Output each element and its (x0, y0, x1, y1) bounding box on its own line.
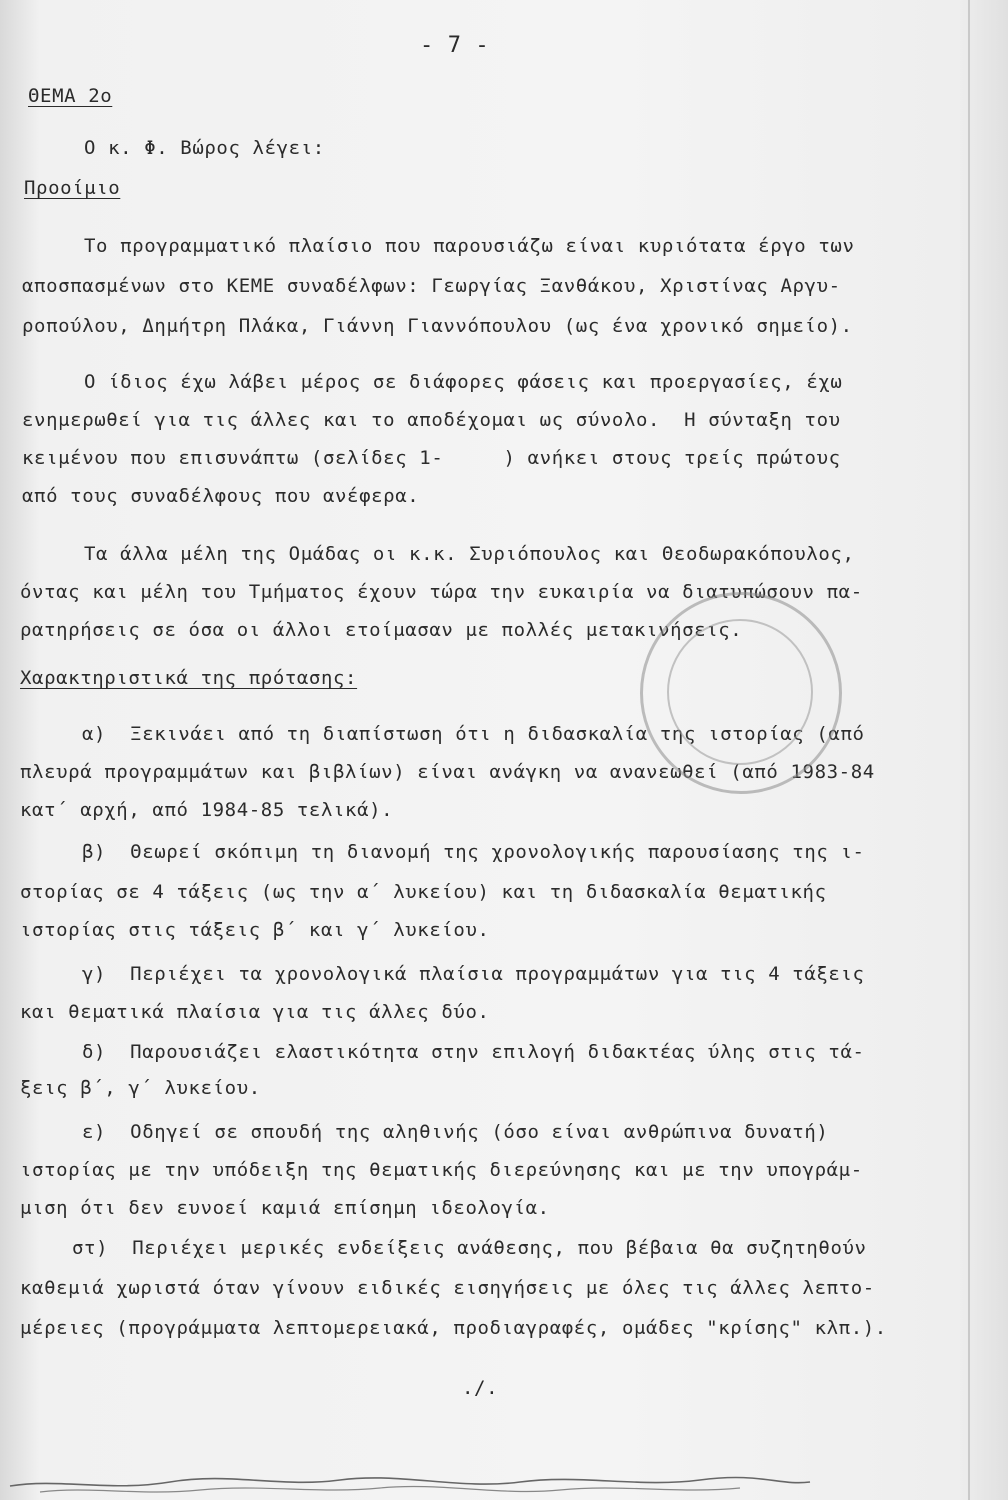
section-features-heading: Χαρακτηριστικά της πρότασης: (20, 667, 358, 689)
para3-line-1: Τα άλλα μέλη της Ομάδας οι κ.κ. Συριόπουλος και Θεοδωρακόπουλος, (84, 543, 855, 565)
item-a-line-1: α) Ξεκινάει από τη διαπίστωση ότι η διδασκαλία της ιστορίας (από (82, 723, 865, 745)
item-b-line-1: β) Θεωρεί σκόπιμη τη διανομή της χρονολογικής παρουσίασης της ι- (82, 841, 865, 863)
item-st-line-2: καθεμιά χωριστά όταν γίνουν ειδικές εισηγήσεις με όλες τις άλλες λεπτο- (20, 1277, 875, 1299)
item-a-line-3: κατ΄ αρχή, από 1984-85 τελικά). (20, 799, 394, 821)
item-a-line-2: πλευρά προγραμμάτων και βιβλίων) είναι ανάγκη να ανανεωθεί (από 1983-84 (20, 761, 875, 783)
item-c-line-1: γ) Περιέχει τα χρονολογικά πλαίσια προγραμμάτων για τις 4 τάξεις (82, 963, 865, 985)
topic-heading: ΘΕΜΑ 2ο (28, 85, 113, 107)
continuation-mark: ./. (462, 1377, 499, 1399)
item-d-line-1: δ) Παρουσιάζει ελαστικότητα στην επιλογή διδακτέας ύλης στις τά- (82, 1041, 865, 1063)
page-edge (968, 0, 970, 1500)
para3-line-2: όντας και μέλη του Τμήματος έχουν τώρα την ευκαιρία να διατυπώσουν πα- (20, 581, 863, 603)
section-intro-heading: Προοίμιο (24, 177, 121, 199)
item-d-line-2: ξεις β΄, γ΄ λυκείου. (20, 1077, 261, 1099)
para1-line-3: ροπούλου, Δημήτρη Πλάκα, Γιάννη Γιαννόπουλου (ως ένα χρονικό σημείο). (22, 315, 853, 337)
para2-line-2: ενημερωθεί για τις άλλες και το αποδέχομαι ως σύνολο. Η σύνταξη του (22, 409, 841, 431)
para1-line-1: Το προγραμματικό πλαίσιο που παρουσιάζω είναι κυριότατα έργο των (84, 235, 855, 257)
item-st-line-1: στ) Περιέχει μερικές ενδείξεις ανάθεσης, που βέβαια θα συζητηθούν (72, 1237, 867, 1259)
item-c-line-2: και θεματικά πλαίσια για τις άλλες δύο. (20, 1001, 490, 1023)
item-b-line-2: στορίας σε 4 τάξεις (ως την α΄ λυκείου) και τη διδασκαλία θεματικής (20, 881, 827, 903)
page-number: - 7 - (420, 33, 490, 58)
para2-line-1: Ο ίδιος έχω λάβει μέρος σε διάφορες φάσεις και προεργασίες, έχω (84, 371, 843, 393)
item-st-line-3: μέρειες (προγράμματα λεπτομερειακά, προδιαγραφές, ομάδες "κρίσης" κλπ.). (20, 1317, 887, 1339)
item-e-line-3: μιση ότι δεν ευνοεί καμιά επίσημη ιδεολογία. (20, 1197, 550, 1219)
official-stamp (640, 592, 842, 794)
para2-line-3: κειμένου που επισυνάπτω (σελίδες 1- ) ανήκει στους τρείς πρώτους (22, 447, 841, 469)
speaker-line: Ο κ. Φ. Βώρος λέγει: (84, 137, 325, 159)
para1-line-2: αποσπασμένων στο ΚΕΜΕ συναδέλφων: Γεωργίας Ξανθάκου, Χριστίνας Αργυ- (22, 275, 841, 297)
item-b-line-3: ιστορίας στις τάξεις β΄ και γ΄ λυκείου. (20, 919, 490, 941)
para3-line-3: ρατηρήσεις σε όσα οι άλλοι ετοίμασαν με πολλές μετακινήσεις. (20, 619, 743, 641)
item-e-line-2: ιστορίας με την υπόδειξη της θεματικής διερεύνησης και με την υπογράμ- (20, 1159, 863, 1181)
para2-line-4: από τους συναδέλφους που ανέφερα. (22, 485, 420, 507)
item-e-line-1: ε) Οδηγεί σε σπουδή της αληθινής (όσο είναι ανθρώπινα δυνατή) (82, 1121, 829, 1143)
handwritten-scribble (0, 1462, 820, 1500)
